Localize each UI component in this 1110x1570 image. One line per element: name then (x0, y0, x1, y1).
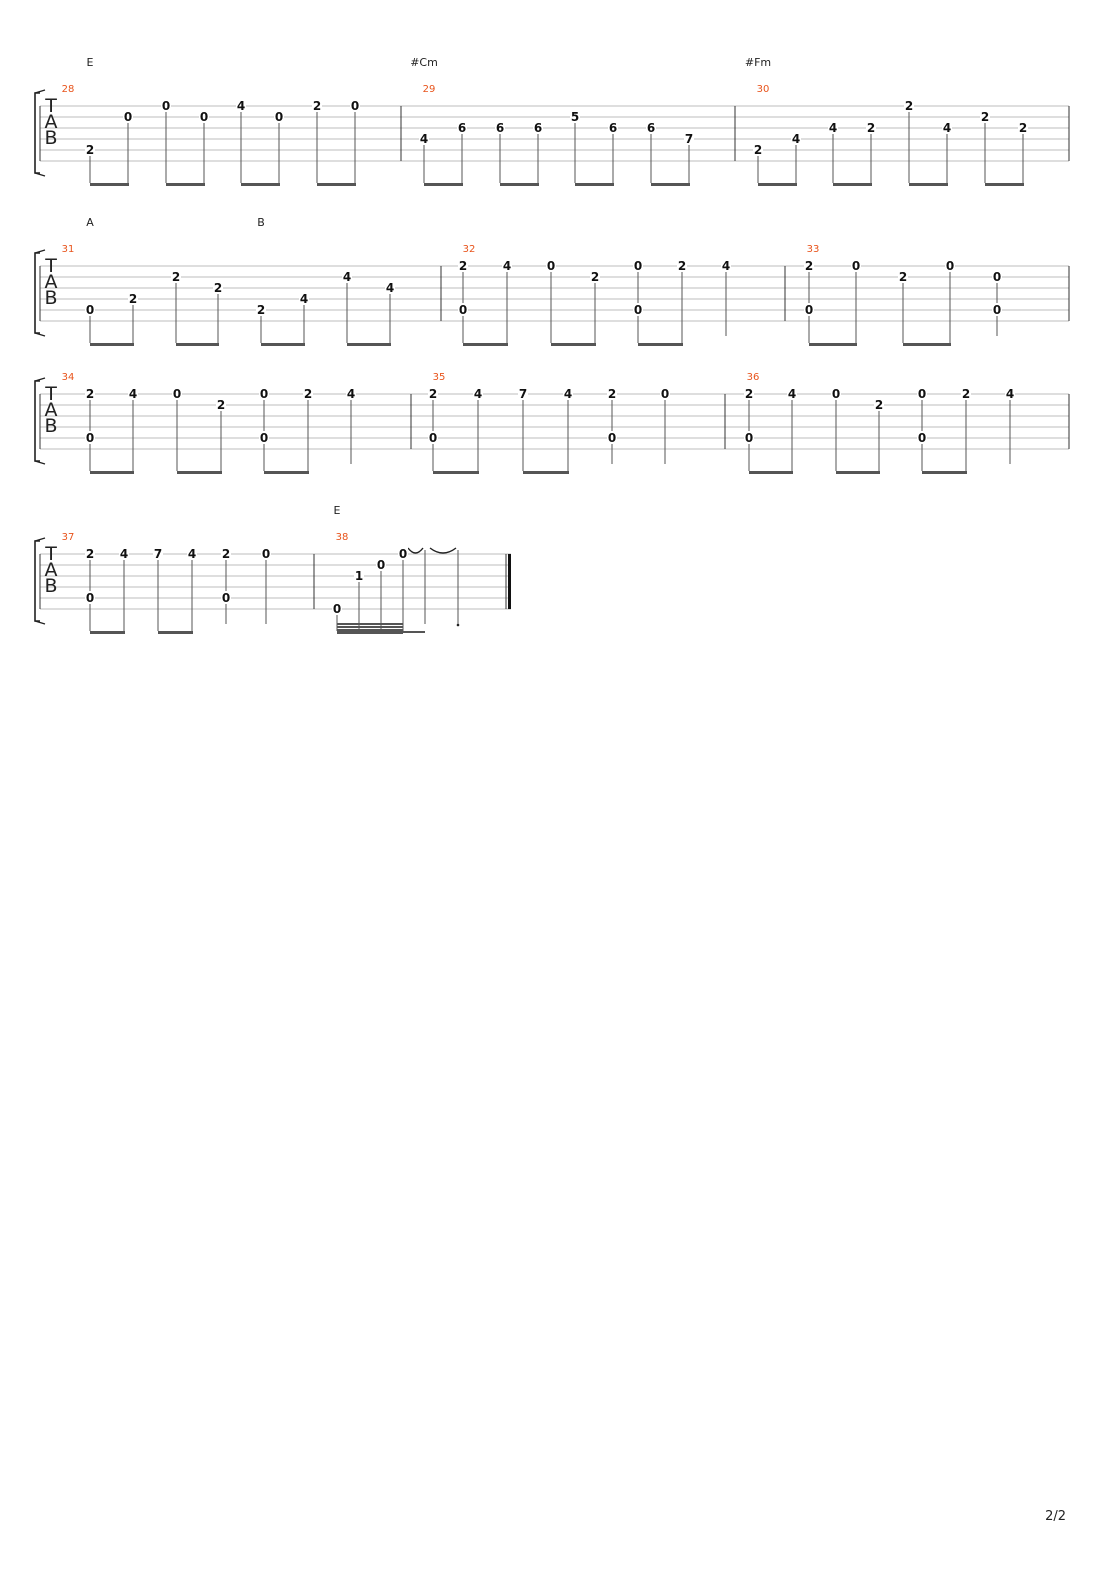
fret-number: 4 (942, 121, 952, 135)
final-barline-thick (508, 554, 511, 609)
fret-number: 5 (570, 110, 580, 124)
fret-number: 0 (85, 303, 95, 317)
fret-number: 0 (546, 259, 556, 273)
measure-number: 37 (61, 532, 75, 543)
fret-number: 4 (236, 99, 246, 113)
beam (836, 471, 880, 474)
chord-name: #Fm (744, 56, 772, 69)
beam (176, 343, 219, 346)
system-bracket (35, 93, 40, 173)
fret-number: 2 (85, 547, 95, 561)
beam (158, 631, 193, 634)
fret-number: 2 (85, 387, 95, 401)
fret-number: 0 (831, 387, 841, 401)
measure-number: 28 (61, 84, 75, 95)
fret-number: 0 (199, 110, 209, 124)
fret-number: 2 (961, 387, 971, 401)
beam (523, 471, 569, 474)
fret-number: 4 (346, 387, 356, 401)
fret-number: 4 (1005, 387, 1015, 401)
fret-number: 0 (332, 602, 342, 616)
fret-number: 2 (590, 270, 600, 284)
fret-number-bass: 0 (992, 303, 1002, 317)
measure-number: 36 (746, 372, 760, 383)
fret-number: 4 (342, 270, 352, 284)
fret-number-bass: 0 (221, 591, 231, 605)
chord-name: E (333, 504, 341, 517)
fret-number-bass: 0 (458, 303, 468, 317)
tab-clef-letter: T (45, 255, 57, 277)
beam (575, 183, 614, 186)
page-number: 2/2 (1045, 1509, 1066, 1524)
fret-number-bass: 0 (633, 303, 643, 317)
fret-number: 2 (866, 121, 876, 135)
fret-number: 4 (299, 292, 309, 306)
tab-clef-letter: T (45, 543, 57, 565)
fret-number: 2 (312, 99, 322, 113)
fret-number: 6 (608, 121, 618, 135)
fret-number: 0 (123, 110, 133, 124)
fret-number: 0 (261, 547, 271, 561)
fret-number: 2 (85, 143, 95, 157)
fret-number: 4 (473, 387, 483, 401)
measure-number: 32 (462, 244, 476, 255)
fret-number-bass: 0 (607, 431, 617, 445)
chord-name: B (257, 216, 265, 229)
fret-number: 4 (128, 387, 138, 401)
beam (909, 183, 948, 186)
fret-number: 2 (221, 547, 231, 561)
fret-number: 4 (385, 281, 395, 295)
fret-number: 4 (791, 132, 801, 146)
beam (463, 343, 508, 346)
tab-clef-letter: B (44, 575, 58, 597)
fret-number: 2 (744, 387, 754, 401)
fret-number: 2 (428, 387, 438, 401)
fret-number: 2 (213, 281, 223, 295)
fret-number: 0 (633, 259, 643, 273)
fret-number: 0 (172, 387, 182, 401)
fret-number: 2 (216, 398, 226, 412)
fret-number-bass: 0 (804, 303, 814, 317)
fret-number: 7 (153, 547, 163, 561)
beam (166, 183, 205, 186)
tab-clef-letter: B (44, 287, 58, 309)
measure-number: 29 (422, 84, 436, 95)
beam (261, 343, 305, 346)
tab-clef-letter: B (44, 127, 58, 149)
fret-number: 0 (660, 387, 670, 401)
fret-number: 2 (804, 259, 814, 273)
fret-number: 4 (721, 259, 731, 273)
measure-number: 38 (335, 532, 349, 543)
beam (337, 631, 425, 633)
fret-number: 7 (518, 387, 528, 401)
tab-clef-letter: A (44, 399, 58, 421)
fret-number-bass: 0 (259, 431, 269, 445)
fret-number: 0 (350, 99, 360, 113)
beam (433, 471, 479, 474)
fret-number: 4 (502, 259, 512, 273)
fret-number: 0 (992, 270, 1002, 284)
tab-clef-letter: A (44, 559, 58, 581)
beam (551, 343, 596, 346)
fret-number: 0 (917, 387, 927, 401)
system-bracket (35, 253, 40, 333)
fret-number: 2 (256, 303, 266, 317)
beam (241, 183, 280, 186)
fret-number: 4 (187, 547, 197, 561)
fret-number: 0 (274, 110, 284, 124)
tab-clef-letter: B (44, 415, 58, 437)
beam (317, 183, 356, 186)
tab-clef-letter: A (44, 271, 58, 293)
fret-number: 4 (787, 387, 797, 401)
system-bracket (35, 381, 40, 461)
beam (903, 343, 951, 346)
beam (90, 471, 134, 474)
beam (347, 343, 391, 346)
fret-number: 2 (677, 259, 687, 273)
fret-number: 2 (904, 99, 914, 113)
fret-number-bass: 0 (744, 431, 754, 445)
fret-number: 6 (646, 121, 656, 135)
fret-number: 2 (898, 270, 908, 284)
beam (749, 471, 793, 474)
fret-number-bass: 0 (85, 591, 95, 605)
fret-number: 6 (495, 121, 505, 135)
measure-number: 35 (432, 372, 446, 383)
fret-number: 2 (607, 387, 617, 401)
fret-number-bass: 0 (428, 431, 438, 445)
fret-number: 4 (119, 547, 129, 561)
fret-number: 0 (851, 259, 861, 273)
tie-arc (430, 548, 456, 553)
fret-number-bass: 0 (917, 431, 927, 445)
tie-arc (408, 548, 423, 553)
fret-number: 2 (874, 398, 884, 412)
fret-number: 4 (828, 121, 838, 135)
chord-name: A (86, 216, 94, 229)
fret-number: 4 (563, 387, 573, 401)
fret-number: 2 (1018, 121, 1028, 135)
fret-number: 0 (376, 558, 386, 572)
beam (90, 343, 134, 346)
measure-number: 30 (756, 84, 770, 95)
measure-number: 31 (61, 244, 75, 255)
beam (809, 343, 857, 346)
tab-clef-letter: T (45, 95, 57, 117)
fret-number: 0 (161, 99, 171, 113)
dot (457, 624, 460, 627)
chord-name: E (86, 56, 94, 69)
fret-number: 2 (980, 110, 990, 124)
fret-number: 0 (945, 259, 955, 273)
fret-number: 0 (259, 387, 269, 401)
beam (833, 183, 872, 186)
fret-number: 0 (398, 547, 408, 561)
beam (424, 183, 463, 186)
fret-number: 2 (128, 292, 138, 306)
beam (985, 183, 1024, 186)
beam (638, 343, 683, 346)
beam (90, 631, 125, 634)
beam (758, 183, 797, 186)
tab-clef-letter: A (44, 111, 58, 133)
fret-number: 2 (753, 143, 763, 157)
beam (922, 471, 967, 474)
chord-name: #Cm (410, 56, 438, 69)
fret-number: 4 (419, 132, 429, 146)
fret-number: 2 (303, 387, 313, 401)
beam (337, 626, 403, 628)
fret-number: 2 (171, 270, 181, 284)
beam (177, 471, 222, 474)
fret-number: 1 (354, 569, 364, 583)
system-bracket (35, 541, 40, 621)
fret-number: 6 (457, 121, 467, 135)
beam (90, 183, 129, 186)
tab-clef-letter: T (45, 383, 57, 405)
measure-number: 34 (61, 372, 75, 383)
fret-number: 7 (684, 132, 694, 146)
beam (500, 183, 539, 186)
beam (264, 471, 309, 474)
fret-number: 6 (533, 121, 543, 135)
measure-number: 33 (806, 244, 820, 255)
beam (651, 183, 690, 186)
fret-number-bass: 0 (85, 431, 95, 445)
beam (337, 629, 403, 631)
beam (337, 623, 403, 625)
fret-number: 2 (458, 259, 468, 273)
